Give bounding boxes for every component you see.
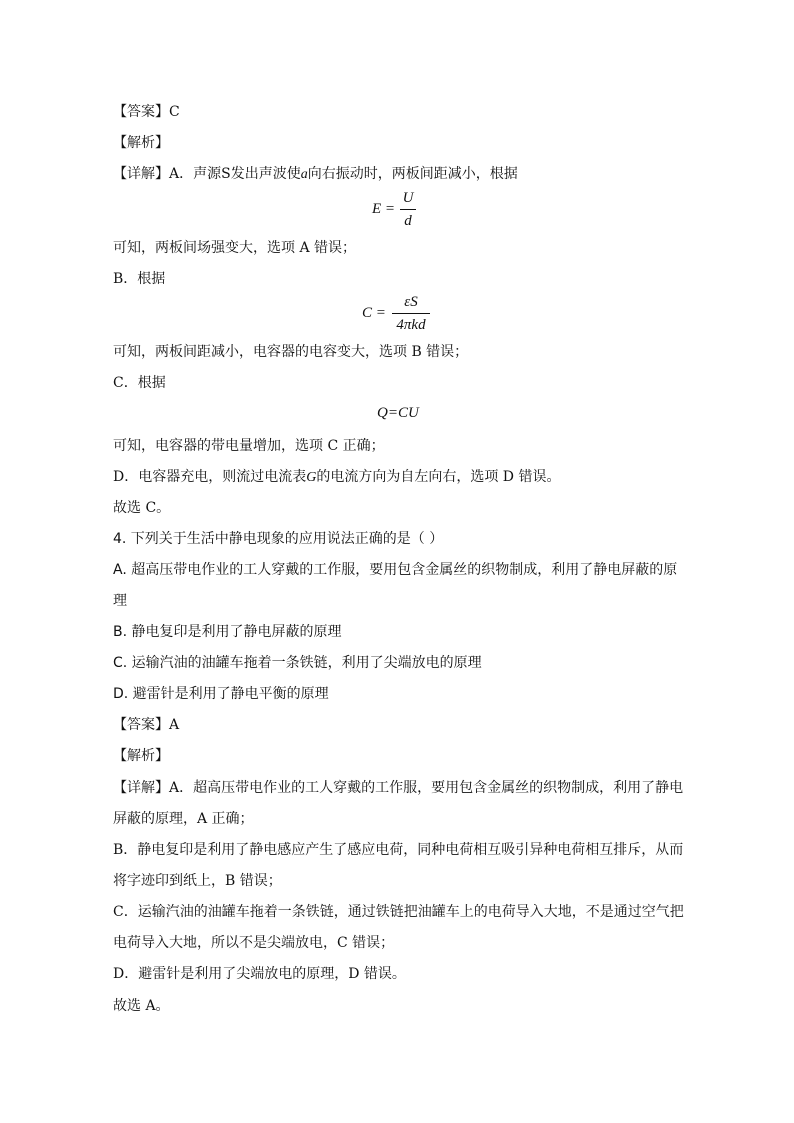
analysis-label-1: 【解析】	[113, 135, 169, 151]
question-4-option-a-cont: 理	[113, 593, 127, 609]
question-4-option-a: A. 超高压带电作业的工人穿戴的工作服，要用包含金属丝的织物制成，利用了静电屏蔽的原	[113, 562, 678, 578]
detail-d-text-2: 的电流方向为自左向右，选项 D 错误。	[316, 469, 561, 485]
question-4-option-b: B. 静电复印是利用了静电屏蔽的原理	[113, 624, 342, 640]
var-g: G	[306, 470, 317, 485]
answer-label-1: 【答案】C	[113, 104, 180, 120]
formula-charge: Q=CU	[377, 405, 419, 421]
fraction-bar	[392, 313, 430, 314]
text-line: 可知，两板间场强变大，选项 A 错误；	[113, 240, 357, 256]
detail-a-text: 【详解】A．声源S发出声波使	[113, 166, 301, 182]
text-line: 【详解】A．超高压带电作业的工人穿戴的工作服，要用包含金属丝的织物制成，利用了静电	[113, 780, 684, 796]
detail-a-line	[113, 165, 518, 184]
text-line: 可知，两板间距减小，电容器的电容变大，选项 B 错误；	[113, 344, 469, 360]
text-line: B．静电复印是利用了静电感应产生了感应电荷，同种电荷相互吸引异种电荷相互排斥，从而	[113, 842, 684, 858]
question-4-option-d: D. 避雷针是利用了静电平衡的原理	[113, 686, 329, 702]
formula-e-lhs: E =	[372, 201, 396, 217]
option-b-heading: B．根据	[113, 271, 166, 287]
formula-c-lhs: C =	[362, 305, 386, 321]
formula-c-fraction	[392, 293, 430, 334]
detail-d-text: D．电容器充电，则流过电流表	[113, 469, 307, 485]
question-4-option-c: C. 运输汽油的油罐车拖着一条铁链，利用了尖端放电的原理	[113, 655, 482, 671]
detail-a-text-2: 向右振动时，两板间距减小，根据	[307, 166, 518, 182]
text-line: 电荷导入大地，所以不是尖端放电，C 错误；	[113, 935, 395, 951]
formula-capacitance	[362, 293, 442, 337]
formula-e-fraction	[400, 189, 416, 230]
text-line: D．避雷针是利用了尖端放电的原理，D 错误。	[113, 966, 406, 982]
text-line: 屏蔽的原理，A 正确；	[113, 811, 254, 827]
question-4-stem: 4. 下列关于生活中静电现象的应用说法正确的是（ ）	[113, 531, 444, 547]
var-a: a	[300, 167, 308, 182]
formula-e-numerator: U	[402, 190, 414, 206]
conclusion-line: 故选 A。	[113, 998, 170, 1014]
text-line: C．运输汽油的油罐车拖着一条铁链，通过铁链把油罐车上的电荷导入大地，不是通过空气把	[113, 904, 684, 920]
analysis-label-2: 【解析】	[113, 748, 169, 764]
detail-d-line	[113, 468, 560, 487]
formula-e-denominator: d	[404, 213, 412, 229]
formula-c-numerator: εS	[404, 294, 418, 310]
fraction-bar	[400, 209, 416, 210]
text-line: 将字迹印到纸上，B 错误；	[113, 873, 282, 889]
conclusion-line: 故选 C。	[113, 500, 171, 516]
answer-label-2: 【答案】A	[113, 717, 180, 733]
option-c-heading: C．根据	[113, 375, 166, 391]
text-line: 可知，电容器的带电量增加，选项 C 正确；	[113, 438, 385, 454]
formula-c-denominator: 4πkd	[396, 317, 426, 333]
formula-electric-field	[372, 189, 432, 233]
